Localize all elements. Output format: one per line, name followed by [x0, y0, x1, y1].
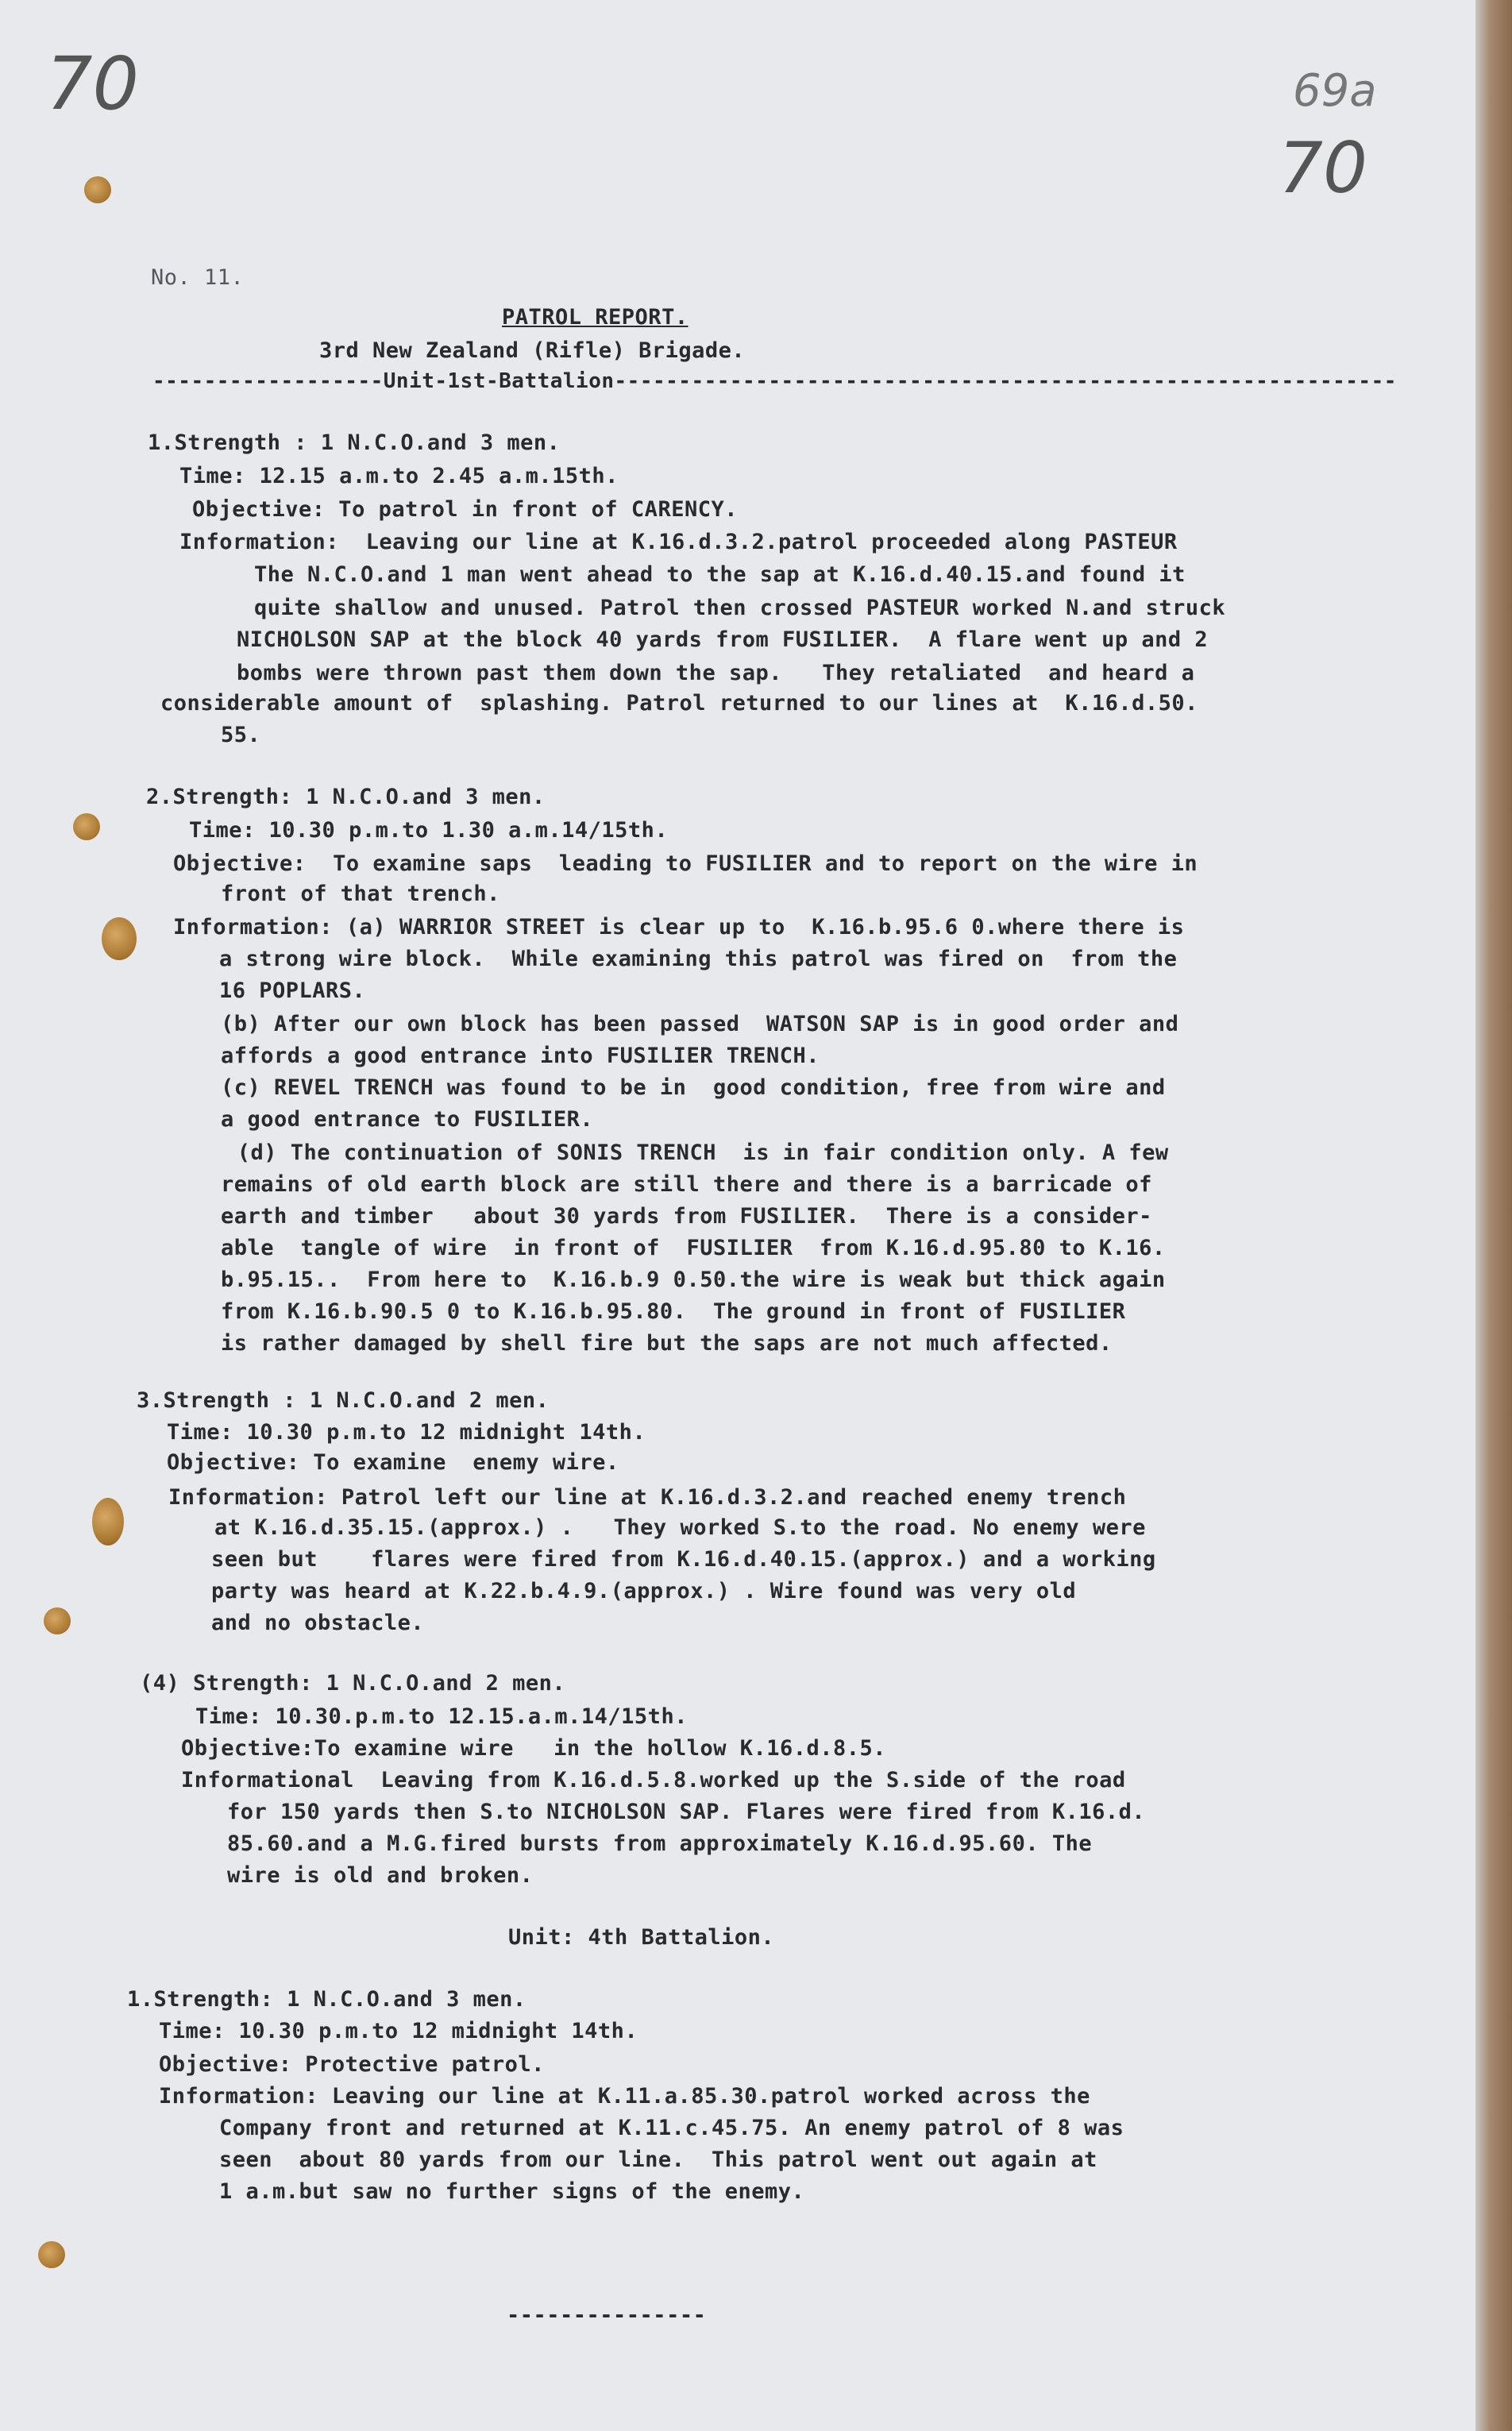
report-3-time: Time: 10.30 p.m.to 12 midnight 14th. — [167, 1420, 646, 1445]
handwritten-page-number: 70 — [46, 41, 140, 126]
brigade-name: 3rd New Zealand (Rifle) Brigade. — [319, 338, 746, 363]
report-5-time: Time: 10.30 p.m.to 12 midnight 14th. — [159, 2019, 638, 2043]
report-2-info-line: earth and timber about 30 yards from FUSILIER. There is a consider- — [221, 1204, 1152, 1229]
report-3-info-line: seen but flares were fired from K.16.d.40.15.(approx.) and a working — [211, 1547, 1156, 1572]
report-2-info-line: remains of old earth block are still there and there is a barricade of — [221, 1172, 1152, 1197]
punch-hole — [92, 1498, 124, 1545]
report-2-time: Time: 10.30 p.m.to 1.30 a.m.14/15th. — [189, 818, 669, 843]
report-3-objective: Objective: To examine enemy wire. — [167, 1450, 619, 1475]
report-1-info-line: Information: Leaving our line at K.16.d.3.2.patrol proceeded along PASTEUR — [179, 530, 1178, 554]
report-5-strength: 1.Strength: 1 N.C.O.and 3 men. — [127, 1987, 526, 2012]
report-5-info-line: Information: Leaving our line at K.11.a.85.30.patrol worked across the — [159, 2084, 1090, 2109]
report-3-info-line: Information: Patrol left our line at K.16.d.3.2.and reached enemy trench — [168, 1485, 1127, 1510]
report-2-strength: 2.Strength: 1 N.C.O.and 3 men. — [146, 785, 546, 809]
handwritten-scribble: 69a — [1293, 65, 1377, 117]
report-4-info-line: for 150 yards then S.to NICHOLSON SAP. Flares were fired from K.16.d. — [227, 1800, 1146, 1824]
punch-hole — [102, 917, 137, 960]
report-2-objective: Objective: To examine saps leading to FUSILIER and to report on the wire in — [173, 851, 1198, 876]
report-1-info-line: 55. — [221, 723, 261, 747]
punch-hole — [44, 1607, 71, 1634]
report-4-time: Time: 10.30.p.m.to 12.15.a.m.14/15th. — [195, 1704, 688, 1729]
report-4-objective: Objective:To examine wire in the hollow K.16.d.8.5. — [181, 1736, 887, 1761]
report-2-info-line: a strong wire block. While examining this patrol was fired on from the — [219, 947, 1178, 971]
report-1-info-line: quite shallow and unused. Patrol then crossed PASTEUR worked N.and struck — [254, 596, 1226, 620]
report-2-info-line: (c) REVEL TRENCH was found to be in good condition, free from wire and — [221, 1075, 1166, 1100]
report-5-info-line: 1 a.m.but saw no further signs of the enemy. — [219, 2179, 805, 2204]
report-5-info-line: Company front and returned at K.11.c.45.75. An enemy patrol of 8 was — [219, 2116, 1124, 2140]
punch-hole — [73, 813, 100, 840]
punch-hole — [38, 2241, 65, 2268]
reference-number: No. 11. — [151, 265, 245, 290]
report-5-objective: Objective: Protective patrol. — [159, 2052, 545, 2077]
report-2-info-line: 16 POPLARS. — [219, 978, 366, 1003]
report-title: PATROL REPORT. — [502, 305, 688, 330]
punch-hole — [84, 176, 111, 203]
report-2-info-line: Information: (a) WARRIOR STREET is clear up to K.16.b.95.6 0.where there is — [173, 915, 1185, 940]
report-1-objective: Objective: To patrol in front of CARENCY. — [192, 497, 738, 522]
report-3-info-line: party was heard at K.22.b.4.9.(approx.) . Wire found was very old — [211, 1579, 1077, 1603]
report-3-info-line: at K.16.d.35.15.(approx.) . They worked S.to the road. No enemy were — [214, 1515, 1146, 1540]
report-4-info-line: Informational Leaving from K.16.d.5.8.worked up the S.side of the road — [181, 1768, 1126, 1792]
report-3-info-line: and no obstacle. — [211, 1611, 425, 1635]
report-1-info-line: bombs were thrown past them down the sap. They retaliated and heard a — [237, 661, 1195, 685]
report-1-info-line: NICHOLSON SAP at the block 40 yards from FUSILIER. A flare went up and 2 — [237, 627, 1209, 652]
handwritten-folio-number: 70 — [1279, 127, 1367, 209]
report-5-info-line: seen about 80 yards from our line. This patrol went out again at — [219, 2147, 1097, 2172]
unit-line: ------------------Unit-1st-Battalion------------------------------------------------------------- — [152, 369, 1397, 393]
report-2-info-line: is rather damaged by shell fire but the saps are not much affected. — [221, 1331, 1113, 1356]
report-3-strength: 3.Strength : 1 N.C.O.and 2 men. — [137, 1388, 550, 1413]
page-edge — [1475, 0, 1512, 2431]
report-2-info-line: from K.16.b.90.5 0 to K.16.b.95.80. The ground in front of FUSILIER — [221, 1299, 1126, 1324]
report-2-objective: front of that trench. — [221, 882, 500, 906]
report-1-strength: 1.Strength : 1 N.C.O.and 3 men. — [148, 430, 561, 455]
report-1-time: Time: 12.15 a.m.to 2.45 a.m.15th. — [179, 464, 619, 488]
report-4-info-line: wire is old and broken. — [227, 1863, 534, 1888]
unit-heading: Unit: 4th Battalion. — [508, 1925, 775, 1950]
report-2-info-line: affords a good entrance into FUSILIER TRENCH. — [221, 1044, 820, 1068]
report-1-info-line: The N.C.O.and 1 man went ahead to the sap at K.16.d.40.15.and found it — [254, 562, 1186, 587]
report-4-strength: (4) Strength: 1 N.C.O.and 2 men. — [140, 1671, 566, 1696]
report-4-info-line: 85.60.and a M.G.fired bursts from approximately K.16.d.95.60. The — [227, 1831, 1093, 1856]
footer-rule: --------------- — [507, 2303, 707, 2328]
report-2-info-line: (b) After our own block has been passed WATSON SAP is in good order and — [221, 1012, 1179, 1036]
report-2-info-line: (d) The continuation of SONIS TRENCH is in fair condition only. A few — [224, 1140, 1169, 1165]
report-2-info-line: b.95.15.. From here to K.16.b.9 0.50.the wire is weak but thick again — [221, 1268, 1166, 1292]
report-2-info-line: a good entrance to FUSILIER. — [221, 1107, 594, 1132]
report-1-info-line: considerable amount of splashing. Patrol returned to our lines at K.16.d.50. — [160, 691, 1198, 716]
report-2-info-line: able tangle of wire in front of FUSILIER from K.16.d.95.80 to K.16. — [221, 1236, 1166, 1260]
